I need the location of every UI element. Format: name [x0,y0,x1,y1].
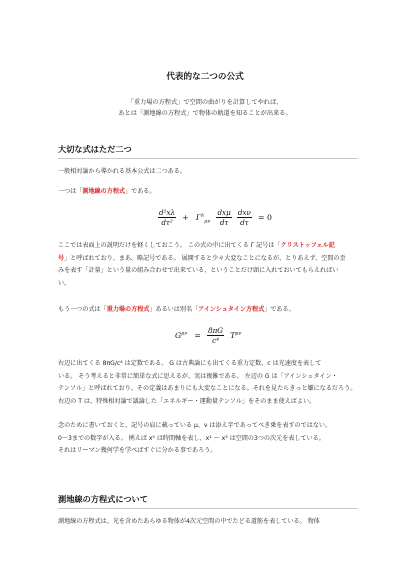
section-divider [58,508,358,509]
highlight-field-equation: 重力場の方程式 [106,306,150,313]
paragraph-indices: 念のために書いておくと、記号の肩に載っている μ、ν は添え字であってべき乗を表すのではない。 0〜3までの数字が入る。 例えば x⁰ は時間軸を表し、x¹ 〜 x³ は空間の3つの次元を表している。 それはリーマン幾何学を学べばすぐに分かる事であろう。 [58,422,332,454]
paragraph-constants: 右辺に出てくる 8πG/c⁴ は定数である。 G は古典論にも出てくる重力定数、c は光速度を表して いる。 そう考えると非常に簡単な式に思えるが、実は複雑である。 左辺の G は「アインシュタイン・ テンソル」と呼ばれており、その定義はあまりにも大変なことになる。それを見たらきっと嫌になるだろう。 右辺の T は、特殊相対論で議論した「エネルギー・運動量テンソル」をそのまま使えばよい。 [58,360,357,405]
paragraph-christoffel: ここでは表面上の説明だけを軽くしておこう。 この式の中に出てくる Γ 記号は「クリストッフェル記 号」と呼ばれており、まあ、略記号である。 展開すると少々大変なことになるが、とりあえず、空間の歪 みを表す「計量」という量の組み合わせで出来ている、ということだけ頭に入れておいてもらえればい い。 [58,242,346,287]
section-divider [58,158,358,159]
equation-fraction: $\frac{\text{dxν}}{d\tau}$ [237,208,251,227]
intro-line-2: あとは「測地線の方程式」で物体の軌道を知ることが出来る。 [118,110,292,117]
geodesic-equation: $\frac{\text{d²xλ}}{\text{dτ²}}$ + $\Gamma^\lambda_{\mu\nu}$ $\frac{\text{dxμ}}{d\tau}$ $\frac{\text{dxν}}{d\tau}$ = 0 [159,208,272,227]
section-heading-important-formulas: 大切な式はただ二つ [58,144,132,154]
page-title: 代表的な二つの公式 [166,72,244,82]
paragraph-intro: 一般相対論から導かれる基本公式は二つある。 [58,168,186,175]
highlight-christoffel-symbol: クリストッフェル記 [280,242,335,249]
equation-fraction: $\frac{8\pi G}{\text{c⁴}}$ [208,326,224,345]
paragraph-field-intro: もう一つの式は「重力場の方程式」あるいは別名「アインシュタイン方程式」である。 [58,306,295,313]
equation-fraction: $\frac{\text{dxμ}}{d\tau}$ [217,208,231,227]
field-equation: $G^{\mu\nu}$ = $\frac{8\pi G}{\text{c⁴}}$ $T^{\mu\nu}$ [175,326,242,345]
paragraph-geodesic-description: 測地線の方程式は、光を含めたあらゆる物体が4次元空間の中でたどる道筋を表している。 物体 [58,518,320,525]
equation-fraction: $\frac{\text{d²xλ}}{\text{dτ²}}$ [159,208,176,227]
highlight-geodesic-equation: 測地線の方程式 [82,188,126,195]
intro-line-1: 「重力場の方程式」で空間の曲がりを計算してやれば、 [127,99,283,106]
section-heading-geodesic: 測地線の方程式について [58,494,148,504]
highlight-einstein-equation: アインシュタイン方程式 [198,306,265,313]
paragraph-geodesic-intro: 一つは「測地線の方程式」である。 [58,188,156,195]
